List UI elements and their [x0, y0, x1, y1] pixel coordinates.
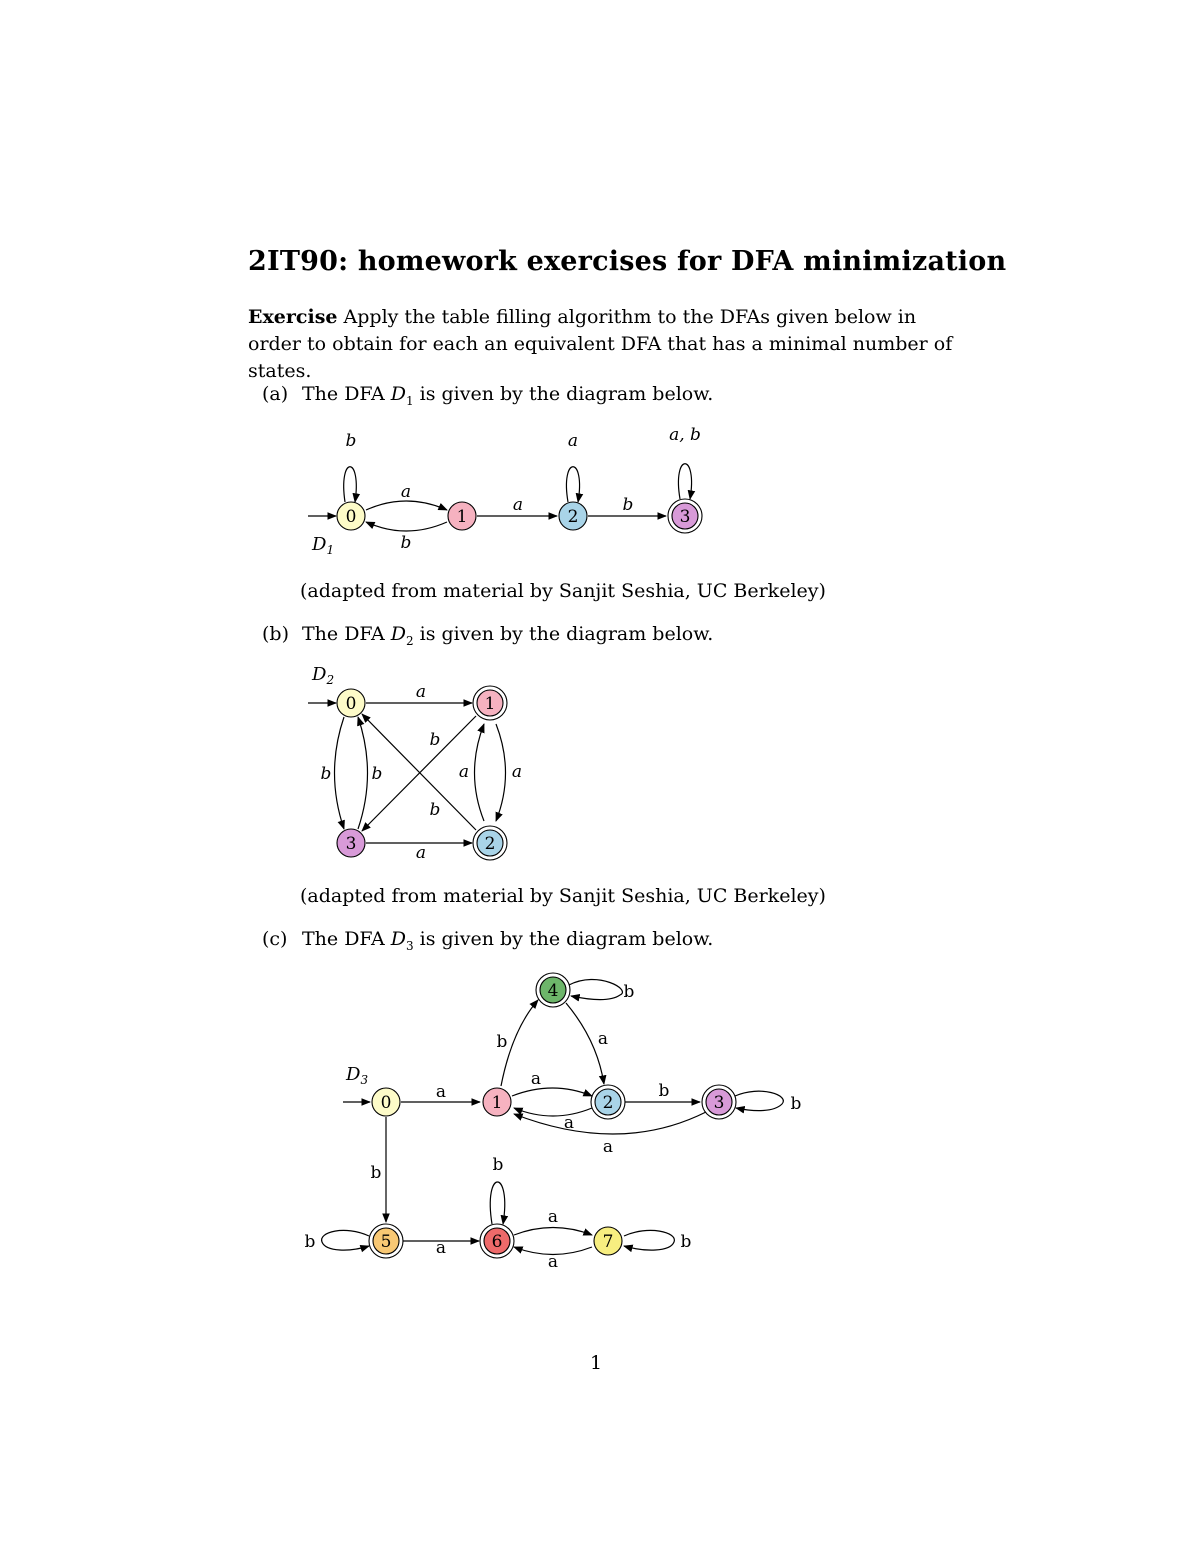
- state-0-label: 0: [380, 1093, 392, 1113]
- label-0-1: a: [435, 1082, 447, 1102]
- transition-6-7: [514, 1228, 592, 1236]
- state-2-label: 2: [567, 507, 579, 527]
- credit-b: (adapted from material by Sanjit Seshia, UC Berkeley): [300, 885, 826, 907]
- label-6-7: a: [547, 1207, 559, 1227]
- state-4-label: 4: [547, 981, 559, 1001]
- state-6-label: 6: [491, 1232, 503, 1252]
- state-3-label: 3: [713, 1093, 725, 1113]
- label-6-6: b: [492, 1155, 504, 1175]
- label-2-1: a: [563, 1113, 575, 1133]
- label-3-1: a: [602, 1137, 614, 1157]
- transition-3-3: [735, 1091, 783, 1110]
- label-7-6: a: [547, 1252, 559, 1272]
- page-title: 2IT90: homework exercises for DFA minimization: [248, 246, 1007, 277]
- diagram-name-d3: $D_3$: [346, 1064, 369, 1087]
- state-1-label: 1: [484, 694, 496, 714]
- state-7-label: 7: [602, 1232, 614, 1252]
- transition-2-1: [514, 1108, 592, 1116]
- transition-1-2: [512, 1088, 592, 1096]
- diagram-name-d2: $D_2$: [312, 664, 335, 687]
- exercise-heading: Exercise: [248, 306, 338, 328]
- label-0-3: b: [320, 764, 332, 784]
- label-3-0: b: [371, 764, 383, 784]
- label-2-1: a: [458, 762, 470, 782]
- label-2-2: a: [567, 431, 579, 451]
- label-5-5: b: [304, 1232, 316, 1252]
- label-0-0: b: [345, 431, 357, 451]
- label-1-2: a: [512, 495, 524, 515]
- state-2-label: 2: [484, 834, 496, 854]
- item-c: (c) The DFA $D_3$ is given by the diagram below.: [262, 928, 714, 953]
- state-0-label: 0: [345, 694, 357, 714]
- label-4-4: b: [623, 982, 635, 1002]
- label-3-3: a, b: [669, 425, 701, 445]
- state-1-label: 1: [456, 507, 468, 527]
- label-0-1: a: [415, 682, 427, 702]
- state-2-label: 2: [602, 1093, 614, 1113]
- item-label: (b): [262, 623, 289, 645]
- diagram-name-d1: $D_1$: [312, 534, 335, 557]
- exercise-text: Apply the table filling algorithm to the DFAs given below in order to obtain for each an equivalent DFA that has a minimal number of states.: [248, 306, 953, 382]
- page-number: 1: [590, 1352, 603, 1374]
- label-2-0: b: [429, 800, 441, 820]
- label-7-7: b: [680, 1232, 692, 1252]
- label-1-2: a: [530, 1069, 542, 1089]
- label-0-1: a: [400, 482, 412, 502]
- label-5-6: a: [435, 1238, 447, 1258]
- item-label: (a): [262, 383, 289, 405]
- item-b: (b) The DFA $D_2$ is given by the diagram below.: [262, 623, 714, 648]
- label-0-5: b: [370, 1163, 382, 1183]
- label-2-3: b: [622, 495, 634, 515]
- state-1-label: 1: [491, 1093, 503, 1113]
- label-1-2: a: [511, 762, 523, 782]
- label-3-2: a: [415, 843, 427, 863]
- state-3-label: 3: [679, 507, 691, 527]
- label-3-3: b: [790, 1094, 802, 1114]
- transition-6-6: [490, 1182, 505, 1224]
- label-2-3: b: [658, 1081, 670, 1101]
- state-5-label: 5: [380, 1232, 392, 1252]
- label-1-4: b: [496, 1032, 508, 1052]
- transition-4-4: [569, 980, 622, 1000]
- label-4-2: a: [597, 1029, 609, 1049]
- transition-7-7: [624, 1230, 674, 1250]
- label-1-0: b: [400, 533, 412, 553]
- item-a: (a) The DFA $D_1$ is given by the diagram below.: [262, 383, 714, 408]
- item-label: (c): [262, 928, 288, 950]
- state-3-label: 3: [345, 834, 357, 854]
- state-0-label: 0: [345, 507, 357, 527]
- credit-a: (adapted from material by Sanjit Seshia, UC Berkeley): [300, 580, 826, 602]
- label-1-3: b: [429, 730, 441, 750]
- transition-5-5: [322, 1230, 369, 1250]
